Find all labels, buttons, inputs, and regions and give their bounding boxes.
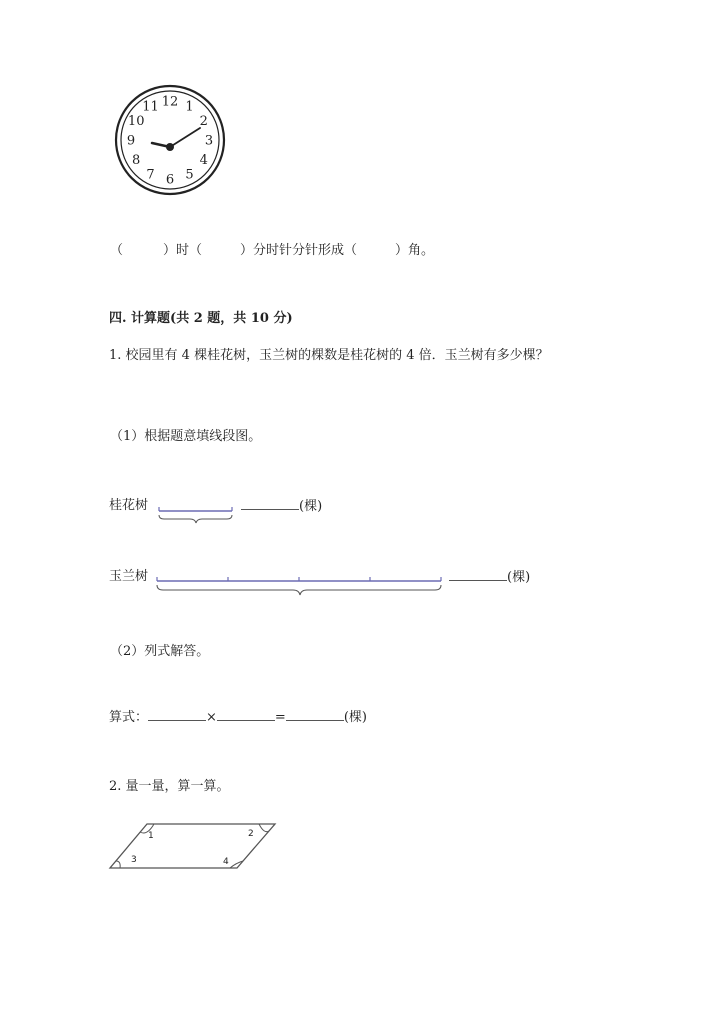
- clock-number-1: 1: [185, 99, 194, 115]
- clock-number-12: 12: [161, 94, 179, 110]
- angle-label-3: 3: [131, 855, 137, 865]
- clock-number-4: 4: [199, 153, 208, 168]
- tree2-brace: [157, 585, 441, 595]
- parallelogram-figure: [107, 820, 279, 872]
- section-title: 四. 计算题(共 2 题，共 10 分): [109, 311, 293, 326]
- clock-q-open: （: [110, 243, 124, 258]
- clock-number-6: 6: [165, 172, 175, 188]
- angle-arc-4: [230, 861, 243, 868]
- clock-number-8: 8: [132, 153, 141, 168]
- tree1-brace: [159, 515, 232, 523]
- tree1-blank[interactable]: [241, 497, 299, 510]
- tree2-label: 玉兰树: [109, 569, 149, 584]
- formula-line: [109, 706, 367, 725]
- clock-q-angle-close: ）角。: [395, 243, 435, 258]
- clock-number-7: 7: [146, 167, 155, 183]
- tree2-segment: [154, 570, 446, 600]
- tree2-segment-svg: [154, 570, 446, 600]
- clock-minute-hand: [170, 128, 200, 147]
- angle-label-2: 2: [248, 829, 254, 839]
- question-1-text: 1. 校园里有 4 棵桂花树，玉兰树的棵数是桂花树的 4 倍．玉兰树有多少棵？: [109, 348, 549, 363]
- tree2-blank[interactable]: [449, 568, 507, 581]
- clock-center: [166, 143, 174, 151]
- clock-number-11: 11: [142, 99, 159, 115]
- formula-blank-3[interactable]: [286, 708, 344, 721]
- formula-blank-1[interactable]: [148, 708, 206, 721]
- clock-number-10: 10: [127, 114, 145, 129]
- clock-figure: [112, 82, 228, 198]
- question-2-text: 2. 量一量，算一算。: [109, 779, 230, 794]
- formula-unit: (棵): [343, 710, 367, 725]
- tree1-answer: [241, 495, 322, 514]
- tree1-segment-svg: [156, 500, 236, 526]
- angle-arc-2: [259, 824, 269, 832]
- clock-question: [110, 239, 434, 258]
- parallelogram-svg: [107, 820, 279, 872]
- tree1-segment: [156, 500, 236, 526]
- clock-q-hour-close: ）时（: [163, 243, 203, 258]
- clock-number-3: 3: [204, 133, 214, 149]
- formula-times: ×: [206, 710, 217, 725]
- tree1-label: 桂花树: [109, 498, 149, 513]
- formula-equals: =: [274, 710, 286, 725]
- question-1-part2: （2）列式解答。: [110, 644, 210, 659]
- tree2-answer: [449, 566, 530, 585]
- angle-label-4: 4: [223, 857, 229, 867]
- angle-label-1: 1: [148, 831, 154, 841]
- tree2-unit: (棵): [507, 570, 531, 585]
- clock-number-2: 2: [199, 114, 208, 129]
- clock-numbers: [127, 95, 213, 188]
- clock-number-9: 9: [126, 133, 136, 149]
- clock-face-svg: [112, 82, 228, 198]
- formula-blank-2[interactable]: [217, 708, 275, 721]
- angle-arc-3: [116, 861, 120, 868]
- clock-q-minute-close: ）分时针分针形成（: [240, 243, 358, 258]
- question-1-part1: （1）根据题意填线段图。: [110, 429, 262, 444]
- clock-number-5: 5: [185, 167, 194, 183]
- formula-label: 算式：: [109, 710, 149, 725]
- tree1-unit: (棵): [299, 499, 323, 514]
